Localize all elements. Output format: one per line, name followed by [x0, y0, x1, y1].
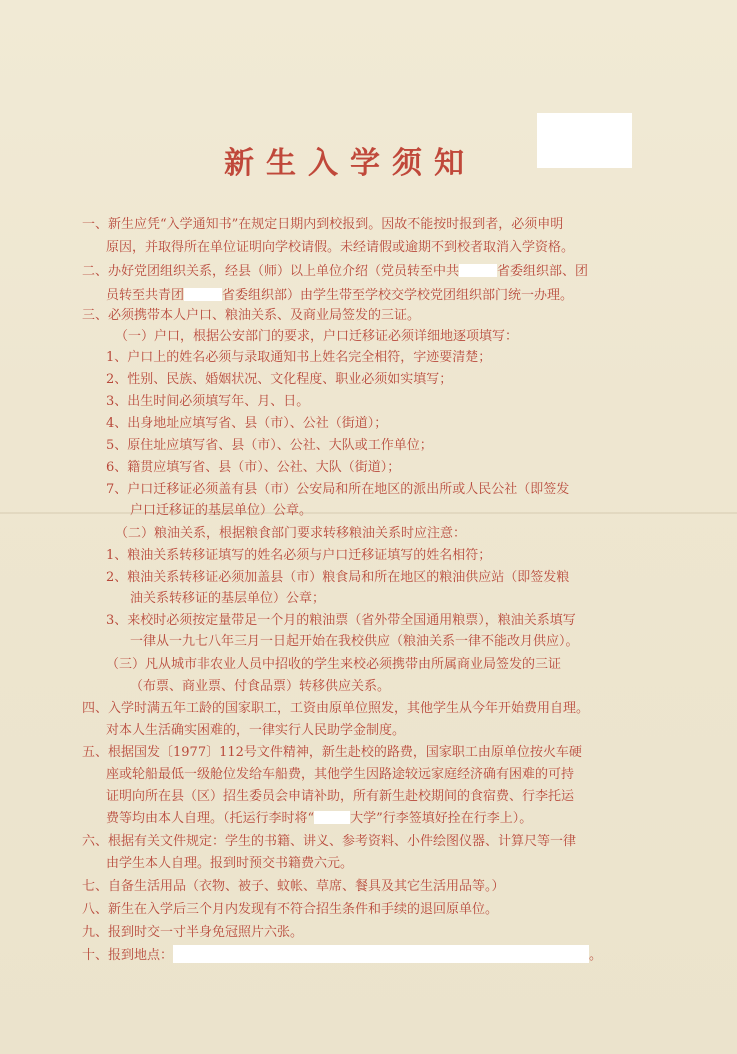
item-5-line-4	[106, 811, 532, 827]
item-1-line-1: 一、新生应凭“入学通知书”在规定日期内到校报到。因故不能按时报到者，必须申明	[82, 217, 564, 232]
item-3-1-6: 6、籍贯应填写省、县（市）、公社、大队（街道）；	[106, 460, 401, 475]
fold-crease	[0, 512, 737, 514]
item-3-2: （二）粮油关系，根据粮食部门要求转移粮油关系时应注意：	[115, 526, 467, 541]
item-6-line-2: 由学生本人自理。报到时预交书籍费六元。	[106, 856, 354, 871]
item-5-line-1: 五、根据国发〔1977〕112号文件精神，新生赴校的路费，国家职工由原单位按火车硬	[82, 745, 582, 760]
redacted-address	[173, 945, 589, 963]
item-3-1-3: 3、出生时间必须填写年、月、日。	[106, 394, 310, 409]
item-4-line-1: 四、入学时满五年工龄的国家职工，工资由原单位照发，其他学生从今年开始费用自理。	[82, 701, 590, 716]
item-3-2-2-line-1: 2、粮油关系转移证必须加盖县（市）粮食局和所在地区的粮油供应站（即签发粮	[106, 570, 570, 585]
redacted-university	[314, 811, 350, 824]
item-5-line-3: 证明向所在县（区）招生委员会申请补助，所有新生赴校期间的食宿费、行李托运	[106, 789, 575, 804]
item-3-3-line-2: （布票、商业票、付食品票）转移供应关系。	[130, 679, 391, 694]
page-title: 新生入学须知	[224, 146, 476, 181]
item-3: 三、必须携带本人户口、粮油关系、及商业局签发的三证。	[82, 308, 421, 323]
item-2-line-2-post: 省委组织部）由学生带至学校交学校党团组织部门统一办理。	[222, 288, 574, 303]
item-2-line-1	[82, 264, 588, 280]
item-5-line-2: 座或轮船最低一级舱位发给车船费，其他学生因路途较远家庭经济确有困难的可持	[106, 767, 575, 782]
item-3-2-2-line-2: 油关系转移证的基层单位）公章；	[130, 591, 326, 606]
item-2-line-1-pre: 二、办好党团组织关系，经县（师）以上单位介绍（党员转至中共	[82, 264, 460, 279]
item-6-line-1: 六、根据有关文件规定：学生的书籍、讲义、参考资料、小件绘图仪器、计算尺等一律	[82, 834, 577, 849]
item-3-3-line-1: （三）凡从城市非农业人员中招收的学生来校必须携带由所属商业局签发的三证	[106, 657, 562, 672]
item-5-line-4-pre: 费等均由本人自理。（托运行李时将“	[106, 811, 315, 826]
item-2-line-2	[106, 288, 573, 304]
item-4-line-2: 对本人生活确实困难的，一律实行人民助学金制度。	[106, 723, 406, 738]
item-9: 九、报到时交一寸半身免冠照片六张。	[82, 925, 304, 940]
redacted-province	[184, 288, 222, 301]
item-3-1-1: 1、户口上的姓名必须与录取通知书上姓名完全相符，字迹要清楚；	[106, 350, 492, 365]
item-3-2-3-line-2: 一律从一九七八年三月一日起开始在我校供应（粮油关系一律不能改月供应）。	[130, 634, 579, 649]
item-3-1-7-line-1: 7、户口迁移证必须盖有县（市）公安局和所在地区的派出所或人民公社（即签发	[106, 482, 570, 497]
item-1-line-2: 原因，并取得所在单位证明向学校请假。未经请假或逾期不到校者取消入学资格。	[106, 240, 575, 255]
item-3-1-2: 2、性别、民族、婚姻状况、文化程度、职业必须如实填写；	[106, 372, 453, 387]
item-2-line-1-post: 省委组织部、团	[497, 264, 589, 279]
item-10	[82, 945, 602, 964]
redacted-province	[459, 264, 497, 277]
item-3-2-1: 1、粮油关系转移证填写的姓名必须与户口迁移证填写的姓名相符；	[106, 548, 492, 563]
item-8: 八、新生在入学后三个月内发现有不符合招生条件和手续的退回原单位。	[82, 902, 499, 917]
item-2-line-2-pre: 员转至共青团	[106, 288, 185, 303]
item-7: 七、自备生活用品（衣物、被子、蚊帐、草席、餐具及其它生活用品等。）	[82, 879, 505, 894]
item-10-pre: 十、报到地点：	[82, 948, 174, 963]
item-3-1-7-line-2: 户口迁移证的基层单位）公章。	[130, 503, 313, 518]
item-5-line-4-post: 大学”行李签填好拴在行李上）。	[350, 811, 533, 826]
item-3-1: （一）户口，根据公安部门的要求，户口迁移证必须详细地逐项填写：	[115, 329, 519, 344]
redacted-box	[537, 113, 632, 168]
item-3-1-4: 4、出身地址应填写省、县（市）、公社（街道）；	[106, 416, 388, 431]
item-3-1-5: 5、原住址应填写省、县（市）、公社、大队或工作单位；	[106, 438, 433, 453]
item-3-2-3-line-1: 3、来校时必须按定量带足一个月的粮油票（省外带全国通用粮票），粮油关系填写	[106, 613, 576, 628]
item-10-post: 。	[589, 948, 603, 963]
